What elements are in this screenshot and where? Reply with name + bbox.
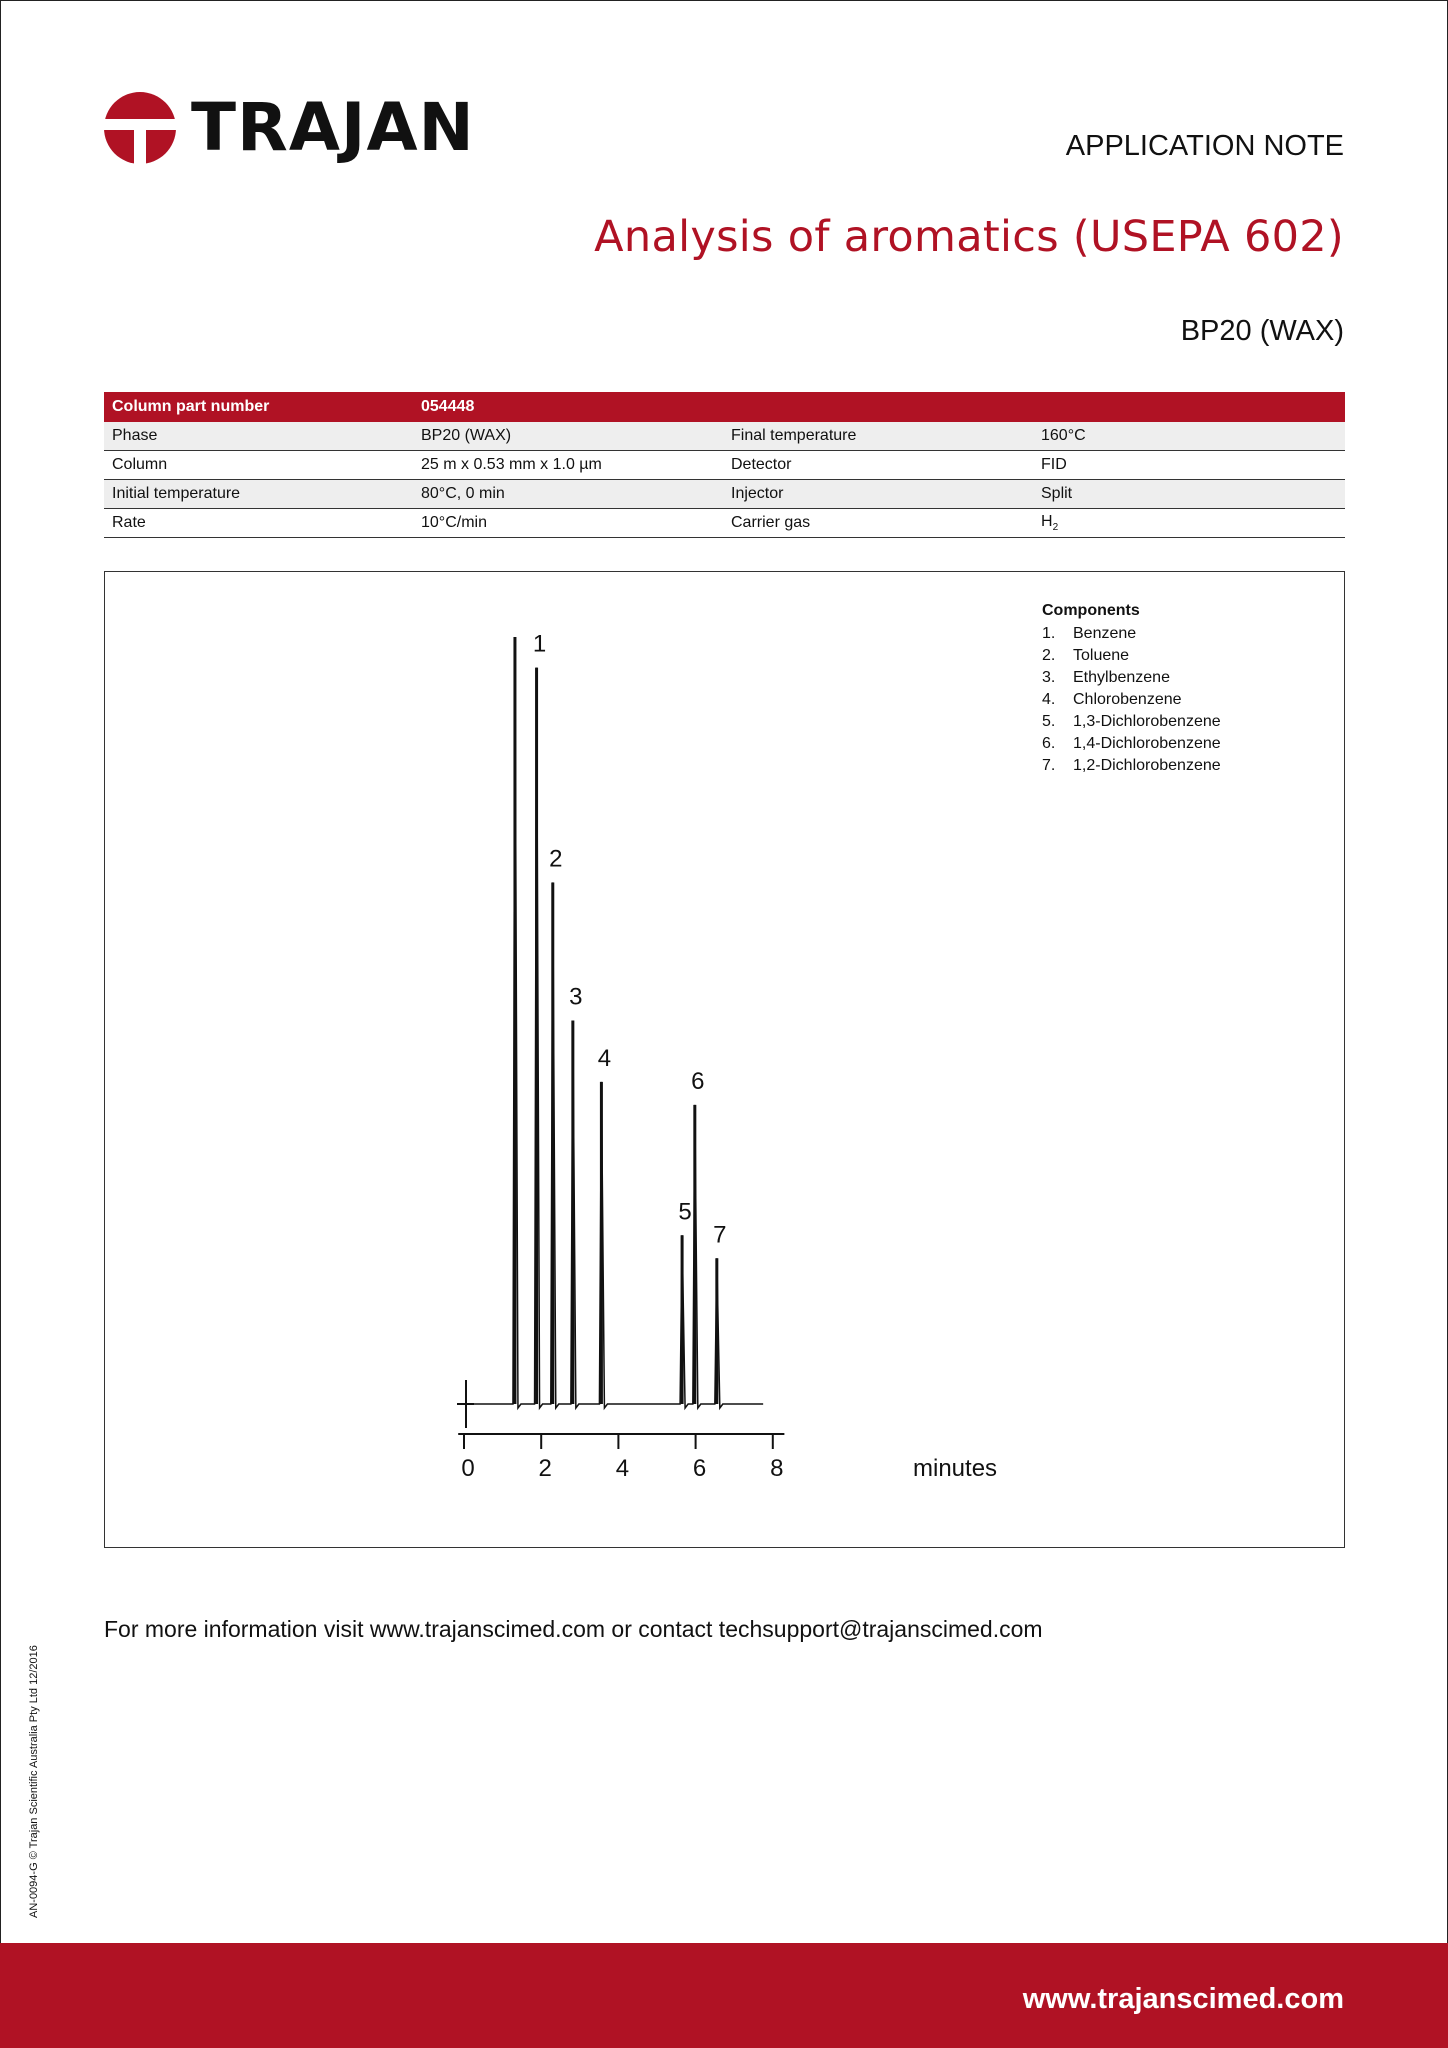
legend-item-label: 1,3-Dichlorobenzene <box>1073 713 1221 730</box>
carrier-gas-subscript: 2 <box>1052 522 1059 534</box>
footer-url[interactable]: www.trajanscimed.com <box>1022 1983 1344 2015</box>
legend-item-label: Chlorobenzene <box>1073 691 1182 708</box>
legend-item <box>1042 713 1221 735</box>
components-legend <box>1042 602 1221 779</box>
legend-item-label: Ethylbenzene <box>1073 669 1170 686</box>
page-title: Analysis of aromatics (USEPA 602) <box>594 212 1344 262</box>
legend-item-label: Benzene <box>1073 625 1137 642</box>
legend-item-label: Toluene <box>1073 647 1130 664</box>
spec-value: Split <box>1033 480 1345 509</box>
legend-item <box>1042 647 1221 669</box>
part-number-label: Column part number <box>104 392 413 422</box>
legend-item-label: 1,4-Dichlorobenzene <box>1073 735 1221 752</box>
trajan-logo <box>103 88 475 168</box>
legend-item-label: 1,2-Dichlorobenzene <box>1073 757 1221 774</box>
legend-title: Components <box>1042 602 1140 619</box>
legend-item-number: 5. <box>1042 713 1056 730</box>
legend-item <box>1042 735 1221 757</box>
footer-band <box>0 1943 1448 2048</box>
specs-row <box>104 451 1345 480</box>
x-tick-label: 8 <box>770 1455 784 1482</box>
peak-label: 6 <box>691 1067 705 1095</box>
spec-label: Column <box>104 451 413 480</box>
spec-value: BP20 (WAX) <box>413 422 723 451</box>
x-axis-label: minutes <box>913 1455 998 1482</box>
trajan-logo-icon <box>103 91 177 165</box>
spec-label: Rate <box>104 509 413 538</box>
specs-header-row <box>104 392 1345 422</box>
legend-item-number: 3. <box>1042 669 1056 686</box>
legend-item <box>1042 625 1221 647</box>
x-tick-label: 0 <box>461 1455 475 1482</box>
legend-item <box>1042 691 1221 713</box>
x-tick-label: 6 <box>692 1455 707 1482</box>
peak-label: 2 <box>549 845 563 873</box>
spec-value: FID <box>1033 451 1345 480</box>
legend-item-number: 7. <box>1042 757 1056 774</box>
part-number-value: 054448 <box>413 392 1345 422</box>
document-type: APPLICATION NOTE <box>1065 130 1344 162</box>
spec-label: Initial temperature <box>104 480 413 509</box>
x-tick-label: 2 <box>538 1455 552 1482</box>
legend-item <box>1042 669 1221 691</box>
peak-label: 4 <box>597 1044 612 1072</box>
specs-table <box>104 392 1345 538</box>
chromatogram-panel <box>104 571 1345 1548</box>
x-tick-label: 4 <box>615 1455 630 1482</box>
spec-label: Final temperature <box>723 422 1033 451</box>
spec-value: 10°C/min <box>413 509 723 538</box>
peak-label: 3 <box>569 983 583 1011</box>
legend-item-number: 1. <box>1042 625 1056 642</box>
legend-item-number: 2. <box>1042 647 1056 664</box>
spec-label: Phase <box>104 422 413 451</box>
spec-label: Detector <box>723 451 1033 480</box>
document-code: AN-0094-G © Trajan Scientific Australia Pty Ltd 12/2016 <box>28 1645 40 1918</box>
legend-item-number: 4. <box>1042 691 1056 708</box>
specs-row <box>104 422 1345 451</box>
spec-label: Carrier gas <box>723 509 1033 538</box>
carrier-gas-symbol: H <box>1041 512 1053 530</box>
peak-label: 1 <box>532 630 547 658</box>
specs-row <box>104 509 1345 538</box>
brand-name: TRAJAN <box>191 89 475 166</box>
spec-value: 160°C <box>1033 422 1345 451</box>
legend-item <box>1042 757 1221 779</box>
specs-row <box>104 480 1345 509</box>
spec-value <box>1033 509 1345 538</box>
peak-label: 7 <box>713 1221 727 1249</box>
spec-label: Injector <box>723 480 1033 509</box>
contact-info: For more information visit www.trajanscimed.com or contact techsupport@trajanscimed.com <box>104 1616 1043 1642</box>
spec-value: 80°C, 0 min <box>413 480 723 509</box>
legend-item-number: 6. <box>1042 735 1056 752</box>
page-subtitle: BP20 (WAX) <box>1180 315 1344 347</box>
peak-label: 5 <box>678 1198 692 1226</box>
spec-value: 25 m x 0.53 mm x 1.0 µm <box>413 451 723 480</box>
